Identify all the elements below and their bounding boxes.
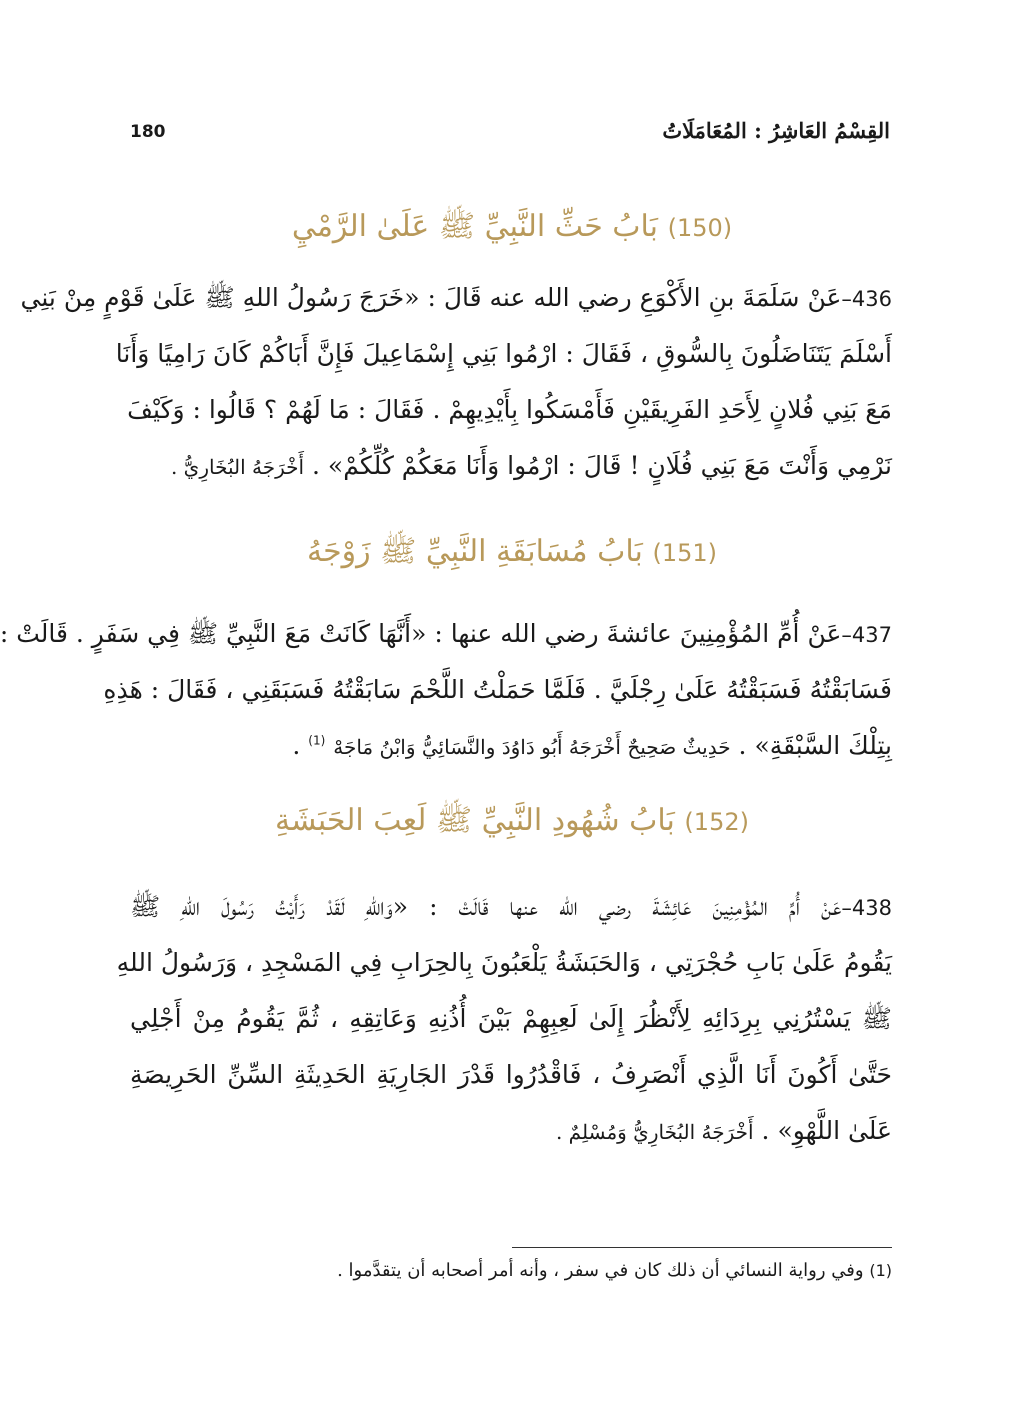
hadith-line: بِتِلْكَ السَّبْقَةِ» . حَدِيثٌ صَحِيحٌ أَخْرَجَهُ أَبُو دَاوُدَ والنَّسَائِيُّ وَابْنُ مَاجَهْ $^{(1)}$ . — [292, 731, 892, 760]
hadith-line — [20, 270, 892, 326]
hadith-line: أَسْلَمَ يَتَنَاضَلُونَ بِالسُّوقِ ، فَقَالَ : ارْمُوا بَنِي إِسْمَاعِيلَ فَإِنَّ أَبَاكُمْ كَانَ رَامِيًا وَأَنَا — [115, 339, 892, 368]
section-heading-152 — [130, 802, 894, 845]
hadith-line: حَتَّىٰ أَكُونَ أَنَا الَّذِي أَنْصَرِفُ ، فَاقْدُرُوا قَدْرَ الجَارِيَةِ الحَدِيثَةِ السِّنِّ الحَرِيصَةِ — [130, 1060, 892, 1089]
hadith-text: نَرْمِي وَأَنْتَ مَعَ بَنِي فُلَانٍ ! قَالَ : ارْمُوا وَأَنَا مَعَكُمْ كُلِّكُمْ» . — [312, 451, 892, 480]
footnote-divider — [512, 1247, 892, 1248]
hadith-line — [0, 606, 892, 662]
running-title: القِسْمُ العَاشِرُ : المُعَامَلَاتُ — [662, 118, 890, 143]
section-title: بَابُ حَثِّ النَّبِيِّ ﷺ عَلَىٰ الرَّمْيِ — [291, 209, 659, 244]
hadith-source: أَخْرَجَهُ البُخَارِيُّ وَمُسْلِمٌ . — [555, 1120, 754, 1144]
hadith-line — [130, 1103, 892, 1159]
footnote — [130, 1260, 892, 1281]
hadith-number: 438– — [841, 896, 892, 920]
hadith-line: يَقُومُ عَلَىٰ بَابِ حُجْرَتِي ، وَالحَبَشَةُ يَلْعَبُونَ بِالحِرَابِ فِي المَسْجِدِ ، وَرَسُولُ اللهِ — [116, 948, 892, 977]
section-heading-150 — [130, 208, 894, 251]
page-header — [130, 118, 890, 158]
section-title: بَابُ شُهُودِ النَّبِيِّ ﷺ لَعِبَ الحَبَشَةِ — [275, 803, 675, 838]
hadith-438 — [116, 879, 892, 1159]
section-number: (152) — [684, 808, 749, 836]
hadith-line — [130, 879, 892, 935]
hadith-text: عَنْ أُمِّ المُؤْمِنِينَ عائشةَ رضي الله عنها : «أَنَّهَا كَانَتْ مَعَ النَّبِيِّ ﷺ فِي سَفَرٍ . قَالَتْ : — [0, 619, 842, 648]
hadith-line: فَسَابَقْتُهُ فَسَبَقْتُهُ عَلَىٰ رِجْلَيَّ . فَلَمَّا حَمَلْتُ اللَّحْمَ سَابَقْتُهُ فَسَبَقَنِي ، فَقَالَ : هَذِهِ — [103, 675, 892, 704]
hadith-436 — [20, 270, 892, 494]
hadith-437 — [0, 606, 892, 774]
footnote-reference[interactable]: (1) — [308, 733, 326, 748]
hadith-line: مَعَ بَنِي فُلانٍ لِأَحَدِ الفَرِيقَيْنِ فَأَمْسَكُوا بِأَيْدِيهِمْ . فَقَالَ : مَا لَهُمْ ؟ قَالُوا : وَكَيْفَ — [127, 395, 892, 424]
hadith-line: ﷺ يَسْتُرُنِي بِرِدَائِهِ لِأَنْظُرَ إِلَىٰ لَعِبِهِمْ بَيْنَ أُذُنِهِ وَعَاتِقِهِ ، ثُمَّ يَقُومُ مِنْ أَجْلِي — [130, 1004, 892, 1033]
section-title: بَابُ مُسَابَقَةِ النَّبِيِّ ﷺ زَوْجَهُ — [307, 534, 643, 569]
footnote-marker: (1) — [869, 1261, 892, 1280]
hadith-text: عَنْ سَلَمَةَ بنِ الأَكْوَعِ رضي الله عنه قَالَ : «خَرَجَ رَسُولُ اللهِ ﷺ عَلَىٰ قَوْمٍ مِنْ بَنِي — [20, 283, 842, 312]
section-number: (151) — [652, 539, 717, 567]
footnote-text: وفي رواية النسائي أن ذلك كان في سفر ، وأنه أمر أصحابه أن يتقدَّموا . — [337, 1260, 864, 1281]
hadith-source: حَدِيثٌ صَحِيحٌ أَخْرَجَهُ أَبُو دَاوُدَ والنَّسَائِيُّ وَابْنُ مَاجَهْ — [333, 735, 731, 759]
section-number: (150) — [667, 214, 733, 242]
hadith-number: 437– — [841, 623, 892, 647]
hadith-text: بِتِلْكَ السَّبْقَةِ» . — [738, 731, 892, 760]
hadith-text: عَلَىٰ اللَّهْوِ» . — [761, 1116, 892, 1145]
hadith-number: 436– — [841, 287, 892, 311]
page-number: 180 — [130, 122, 166, 142]
hadith-text: عَنْ أُمِّ المُؤْمِنِينَ عَائِشَةَ رضي الله عنها قَالَتْ : «وَاللهِ لَقَدْ رَأَيْتُ رَسُولَ اللهِ ﷺ — [130, 892, 842, 921]
hadith-line — [130, 438, 892, 494]
section-heading-151 — [130, 533, 894, 576]
hadith-source: أَخْرَجَهُ البُخَارِيُّ . — [170, 455, 305, 479]
